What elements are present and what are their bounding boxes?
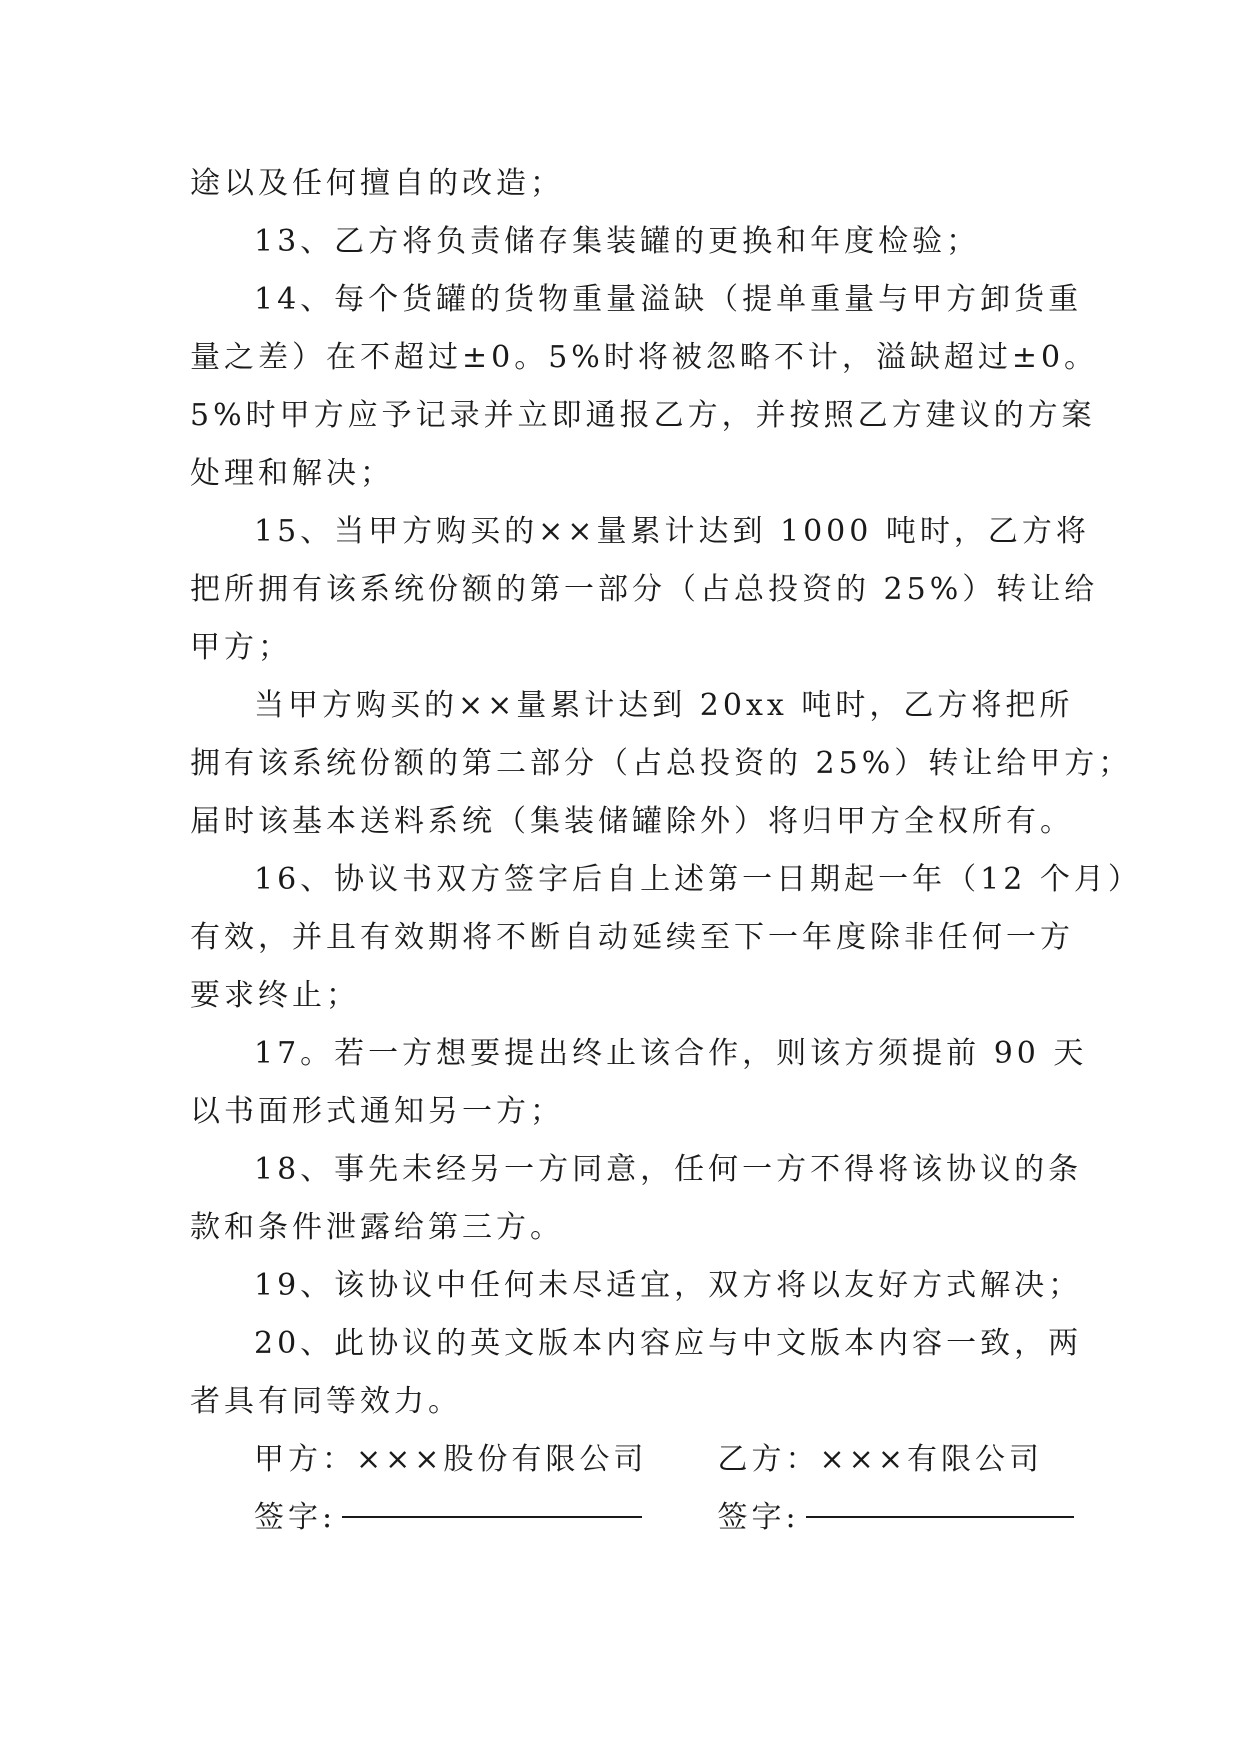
body-line: 拥有该系统份额的第二部分（占总投资的 25%）转让给甲方； [190, 746, 1133, 781]
agreement-body [190, 155, 1142, 1431]
clause-16: 16、协议书双方签字后自上述第一日期起一年（12 个月） [254, 862, 1142, 897]
party-row [254, 1431, 1074, 1489]
body-line: 有效，并且有效期将不断自动延续至下一年度除非任何一方 [190, 920, 1074, 955]
clause-20: 20、此协议的英文版本内容应与中文版本内容一致，两 [254, 1326, 1083, 1361]
clause-15: 15、当甲方购买的××量累计达到 1000 吨时，乙方将 [254, 514, 1090, 549]
signature-a-label: 签字: [254, 1500, 337, 1535]
body-line: 届时该基本送料系统（集装储罐除外）将归甲方全权所有。 [190, 804, 1074, 839]
signature-row [254, 1489, 1074, 1547]
clause-13: 13、乙方将负责储存集装罐的更换和年度检验； [254, 224, 981, 259]
body-line: 甲方； [190, 630, 292, 665]
clause-15-second-part: 当甲方购买的××量累计达到 20xx 吨时，乙方将把所 [254, 688, 1074, 723]
clause-17: 17。若一方想要提出终止该合作，则该方须提前 90 天 [254, 1036, 1088, 1071]
clause-14: 14、每个货罐的货物重量溢缺（提单重量与甲方卸货重 [254, 282, 1083, 317]
body-line: 要求终止； [190, 978, 360, 1013]
body-line: 把所拥有该系统份额的第一部分（占总投资的 25%）转让给 [190, 572, 1099, 607]
clause-18: 18、事先未经另一方同意，任何一方不得将该协议的条 [254, 1152, 1083, 1187]
body-line: 者具有同等效力。 [190, 1384, 462, 1419]
signature-b-line [806, 1516, 1074, 1518]
party-a-label: 甲方：×××股份有限公司 [254, 1442, 648, 1477]
body-line: 量之差）在不超过±0。5%时将被忽略不计，溢缺超过±0。 [190, 340, 1099, 375]
signature-b-block [718, 1489, 1074, 1547]
body-line: 处理和解决； [190, 456, 394, 491]
signature-b-label: 签字: [717, 1500, 800, 1535]
body-line: 以书面形式通知另一方； [190, 1094, 564, 1129]
body-line: 5%时甲方应予记录并立即通报乙方，并按照乙方建议的方案 [190, 398, 1096, 433]
body-line: 款和条件泄露给第三方。 [190, 1210, 564, 1245]
signature-a-line [342, 1516, 642, 1518]
party-b-label: 乙方：×××有限公司 [717, 1442, 1043, 1477]
clause-19: 19、该协议中任何未尽适宜，双方将以友好方式解决； [254, 1268, 1083, 1303]
signature-a-block [254, 1489, 704, 1547]
body-line: 途以及任何擅自的改造； [190, 166, 564, 201]
